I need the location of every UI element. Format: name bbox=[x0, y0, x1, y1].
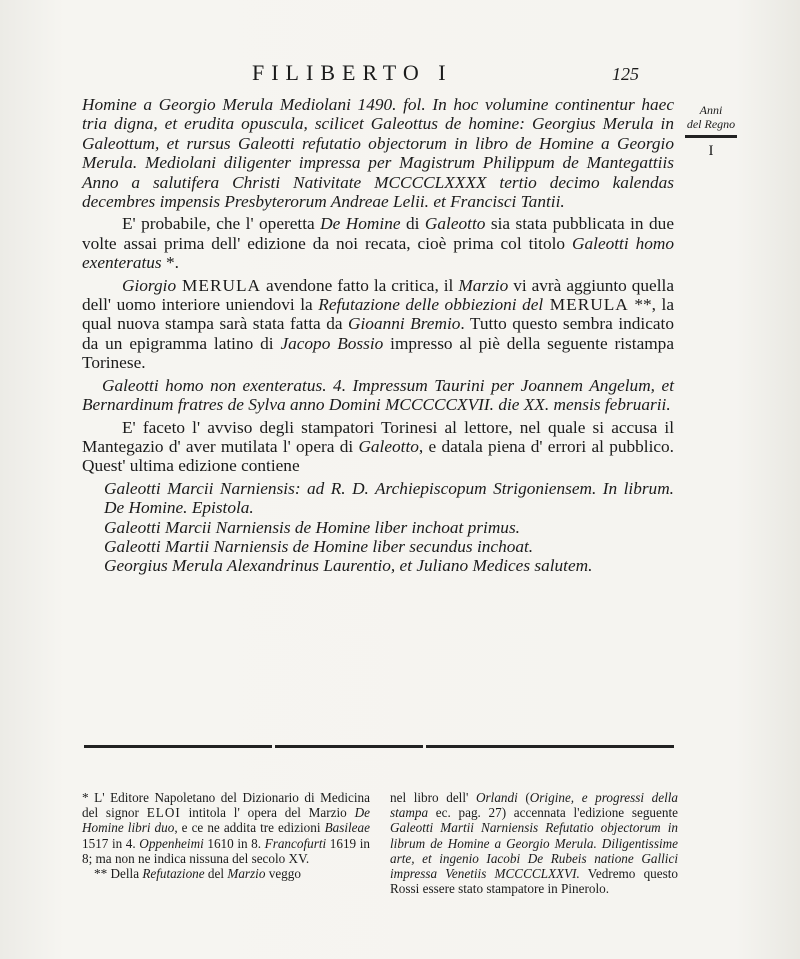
fn2c-a: nel libro dell' bbox=[390, 790, 476, 805]
footnote-1 bbox=[82, 790, 370, 866]
separator-rule bbox=[426, 745, 674, 748]
p2-d: Galeotto bbox=[424, 214, 486, 234]
contents-item: Galeotti Marcii Narniensis: ad R. D. Archiepiscopum Strigoniensem. In librum. De Homine. Epistola. bbox=[104, 478, 674, 518]
paragraph-5 bbox=[82, 418, 674, 476]
footnote-2 bbox=[82, 866, 370, 881]
footnote-2-continued bbox=[390, 790, 678, 896]
p3-k: Jacopo Bossio bbox=[280, 333, 384, 353]
fn2c-b: Orlandi bbox=[476, 790, 518, 805]
p2-e: sia stata pubblicata in due volte assai prima dell' edizione da noi recata, cioè prima col titolo bbox=[82, 214, 674, 253]
fn1-b: ELOI bbox=[146, 805, 181, 821]
margin-note-rule bbox=[685, 135, 737, 138]
p2-c: di bbox=[400, 214, 425, 234]
p3-l: impresso al piè della seguente ristampa Torinese. bbox=[82, 333, 674, 373]
paragraph-2 bbox=[82, 214, 674, 272]
footnote-separator bbox=[84, 745, 674, 751]
p3-c: avendone fatto la critica, il bbox=[266, 275, 459, 295]
margin-note-label-2: del Regno bbox=[686, 117, 736, 131]
fn1-c: intitola l' opera del Marzio bbox=[180, 805, 355, 821]
p5-b: Galeotto bbox=[358, 436, 419, 456]
p3-a: Giorgio bbox=[122, 275, 177, 295]
footnotes bbox=[82, 790, 678, 896]
p2-b: De Homine bbox=[320, 214, 401, 234]
paragraph-4: Galeotti homo non exenteratus. 4. Impressum Taurini per Joannem Angelum, et Bernardinum fratres de Sylva anno Domini MCCCCCXVII. die XX. mensis februarii. bbox=[82, 375, 674, 415]
separator-rule bbox=[84, 745, 272, 748]
fn1-f: Basileae bbox=[324, 820, 370, 836]
p5-c: , e datala piena d' errori al pubblico. Quest' ultima edizione contiene bbox=[82, 436, 674, 476]
fn2-b: Refutazione bbox=[142, 866, 205, 882]
fn2-a: ** Della bbox=[94, 866, 143, 882]
fn2-e: veggo bbox=[265, 866, 301, 882]
fn1-e: , e ce ne addita tre edizioni bbox=[174, 820, 325, 836]
main-text bbox=[82, 95, 674, 576]
p2-a: E' probabile, che l' operetta bbox=[122, 214, 321, 234]
p3-i: Gioanni Bremio bbox=[348, 314, 461, 334]
fn2c-e: ec. pag. 27) accennata l'edizione seguente bbox=[428, 805, 678, 821]
p5-a: E' faceto l' avviso degli stampatori Torinesi al lettore, nel quale si accusa il Mantegazio d' aver mutilata l' opera di bbox=[82, 417, 674, 456]
fn2-d: Marzio bbox=[227, 866, 266, 882]
margin-note-label-1: Anni bbox=[699, 103, 723, 117]
fn1-k: 1619 in 8; ma non ne indica nissuna del secolo XV. bbox=[82, 835, 370, 866]
p3-j: . Tutto questo sembra indicato da un epigramma latino di bbox=[82, 314, 674, 353]
p3-h: **, la qual nuova stampa sarà stata fatta da bbox=[82, 295, 674, 334]
p3-b: MERULA bbox=[176, 275, 267, 295]
separator-rule bbox=[275, 745, 423, 748]
fn1-j: Francofurti bbox=[264, 835, 327, 851]
fn1-d: De Homine libri duo bbox=[82, 805, 370, 836]
p3-e: vi avrà aggiunto quella dell' uomo interiore uniendovi la bbox=[82, 275, 674, 315]
paragraph-1: Homine a Georgio Merula Mediolani 1490. fol. In hoc volumine continentur haec tria digna, et erudita opuscula, scilicet Galeottus de homine: Georgius Merula in Galeottum, et rursus Galeotti refutatio objectorum in libro de Homine a Georgio Merula. Mediolani diligenter impressa per Magistrum Philippum de Mantegattiis Anno a salutifera Christi Nativitate MCCCCLXXXX tertio decimo kalendas decembres impensis Presbyterorum Andreae Lelii. et Francisci Tantii. bbox=[82, 95, 674, 212]
paragraph-3 bbox=[82, 276, 674, 373]
p3-g: MERULA bbox=[543, 295, 635, 315]
page-header bbox=[0, 60, 800, 90]
p3-d: Marzio bbox=[458, 275, 509, 295]
contents-item: Galeotti Martii Narniensis de Homine liber secundus inchoat. bbox=[104, 536, 534, 556]
running-title: FILIBERTO I bbox=[252, 60, 453, 85]
fn1-g: 1517 in 4. bbox=[82, 835, 140, 851]
p2-f: Galeotti homo exenteratus bbox=[82, 233, 674, 273]
footnote-column-right bbox=[390, 790, 678, 896]
fn1-h: Oppenheimi bbox=[139, 835, 204, 851]
margin-note-value: I bbox=[708, 143, 714, 159]
fn2-c: del bbox=[204, 866, 228, 882]
fn2c-c: ( bbox=[517, 790, 530, 805]
footnote-column-left bbox=[82, 790, 370, 896]
margin-note bbox=[676, 103, 746, 158]
contents-list bbox=[82, 479, 674, 576]
fn2c-g: Vedremo questo Rossi essere stato stampatore in Pinerolo. bbox=[390, 866, 678, 897]
contents-item: Georgius Merula Alexandrinus Laurentio, et Juliano Medices salutem. bbox=[104, 556, 593, 576]
fn1-i: 1610 in 8. bbox=[203, 835, 265, 851]
page-number: 125 bbox=[612, 64, 639, 84]
fn1-a: * L' Editore Napoletano del Dizionario di Medicina del signor bbox=[82, 790, 370, 821]
fn2c-d: Origine, e progressi della stampa bbox=[390, 790, 678, 821]
p3-f: Refutazione delle obbiezioni del bbox=[318, 295, 544, 315]
contents-item: Galeotti Marcii Narniensis de Homine liber inchoat primus. bbox=[104, 517, 520, 537]
p2-g: *. bbox=[161, 253, 179, 273]
fn2c-f: Galeotti Martii Narniensis Refutatio objectorum in librum de Homine a Georgio Merula. Diligentissime arte, et ingenio Iacobi De Rubeis natione Gallici impressa Venetiis MCCCCLXXVI. bbox=[390, 820, 678, 882]
